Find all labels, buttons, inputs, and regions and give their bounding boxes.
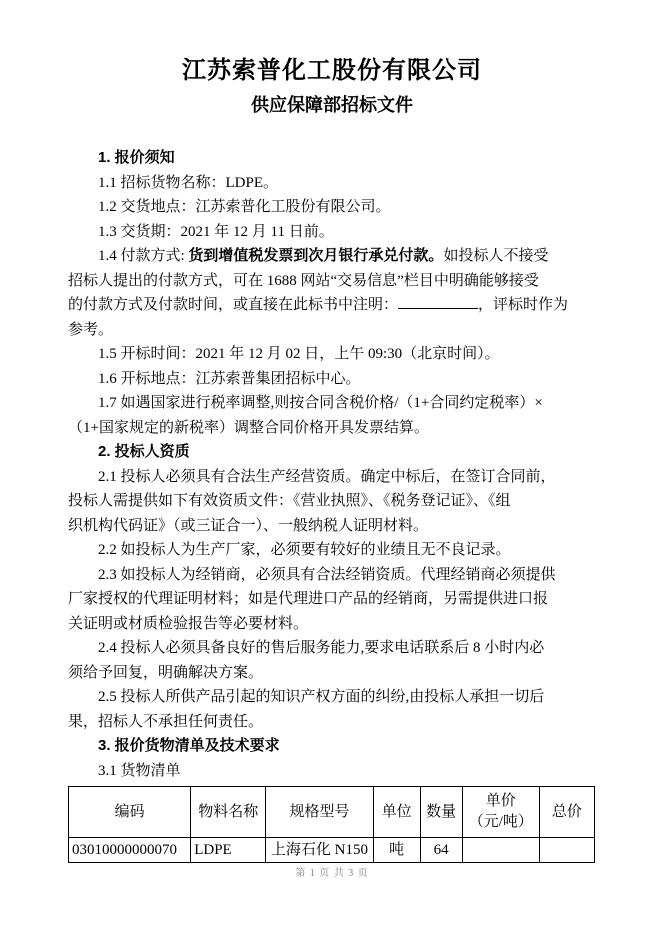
table-cell: 吨 [373,838,420,863]
content-line [68,416,596,441]
table-cell: 上海石化 N150 [266,838,373,863]
header-text: 总价 [551,803,582,820]
section-heading [68,146,596,171]
content-line [68,759,596,784]
table-header-cell [373,787,420,838]
text-segment: 3. 报价货物清单及技术要求 [98,737,280,754]
content-line [68,710,596,735]
header-text: 单位 [381,803,412,820]
section-heading [68,734,596,759]
header-text: 物料名称 [198,803,259,820]
content-line [68,661,596,686]
text-segment: 2.5 投标人所供产品引起的知识产权方面的纠纷,由投标人承担一切后 [98,689,545,705]
content-line [68,244,596,269]
header-text: 数量 [426,803,457,820]
document-subtitle: 供应保障部招标文件 [251,95,413,115]
text-segment: 的付款方式及付款时间，或直接在此标书中注明： [68,297,399,313]
content-line [68,171,596,196]
table-header-row [69,787,595,838]
table-header-cell [191,787,266,838]
content-line [68,391,596,416]
text-segment: 2.4 投标人必须具备良好的售后服务能力,要求电话联系后 8 小时内必 [98,640,545,656]
document-body [68,146,596,783]
content-line [68,563,596,588]
table-cell: LDPE [191,838,266,863]
text-segment: 招标人提出的付款方式，可在 1688 网站“交易信息”栏目中明确能够接受 [68,272,539,289]
content-line [68,269,596,294]
header-text: （元/吨） [468,814,533,830]
content-line [68,636,596,661]
text-segment: 3.1 货物清单 [98,762,181,779]
table-header-cell [69,787,191,838]
content-line [68,195,596,220]
text-segment: 投标人需提供如下有效资质文件：《营业执照》、《税务登记证》、《组 [68,493,511,509]
text-segment: ，评标时作为 [478,297,569,313]
text-segment: 1.2 交货地点：江苏索普化工股份有限公司。 [98,199,391,215]
text-segment: 2.3 如投标人为经销商，必须具有合法经销资质。代理经销商必须提供 [98,566,556,583]
content-line [68,318,596,343]
document-title: 江苏索普化工股份有限公司 [182,57,482,84]
text-segment: 须给予回复，明确解决方案。 [68,664,264,681]
table-header-cell [266,787,373,838]
table-row [69,838,595,863]
content-line [68,685,596,710]
content-line [68,367,596,392]
table-header-cell [539,787,594,838]
table-header-cell [462,787,539,838]
text-segment: 如投标人不接受 [443,248,549,264]
text-segment: 2.1 投标人必须具有合法生产经营资质。确定中标后，在签订合同前， [98,468,556,485]
text-segment: 参考。 [68,321,114,338]
text-segment: 货到增值税发票到次月银行承兑付款。 [188,248,444,264]
content-line [68,538,596,563]
content-line [68,587,596,612]
text-segment: 关证明或材质检验报告等必要材料。 [68,615,309,632]
content-line [68,612,596,637]
content-line [68,489,596,514]
text-segment: 织机构代码证》（或三证合一）、一般纳税人证明材料。 [68,517,429,534]
goods-table [68,786,595,863]
fill-in-blank [398,293,478,309]
table-cell: 64 [420,838,462,863]
page-footer: 第 1 页 共 3 页 [295,868,369,879]
text-segment: 果，招标人不承担任何责任。 [68,713,264,730]
text-segment: 1.5 开标时间：2021 年 12 月 02 日，上午 09:30（北京时间）。 [98,346,500,362]
text-segment: 1.4 付款方式: [98,248,189,264]
text-segment: 1.1 招标货物名称：LDPE。 [98,174,279,191]
text-segment: （1+国家规定的新税率）调整合同价格开具发票结算。 [68,419,429,436]
text-segment: 1.6 开标地点：江苏索普集团招标中心。 [98,370,361,387]
header-text: 单价 [485,793,516,809]
content-line [68,465,596,490]
section-heading [68,440,596,465]
header-text: 规格型号 [289,803,350,820]
content-line [68,293,596,318]
text-segment: 2.2 如投标人为生产厂家，必须要有较好的业绩且无不良记录。 [98,542,511,558]
table-header-cell [420,787,462,838]
text-segment: 厂家授权的代理证明材料；如是代理进口产品的经销商，另需提供进口报 [68,591,549,607]
text-segment: 1. 报价须知 [98,149,175,166]
table-cell: 03010000000070 [69,838,191,863]
text-segment: 1.7 如遇国家进行税率调整,则按合同含税价格/（1+合同约定税率）× [98,395,543,411]
content-line [68,514,596,539]
text-segment: 1.3 交货期：2021 年 12 月 11 日前。 [98,223,334,240]
table-cell [539,838,594,863]
text-segment: 2. 投标人资质 [98,443,190,460]
header-text: 编码 [114,803,145,820]
content-line [68,342,596,367]
table-cell [462,838,539,863]
content-line [68,220,596,245]
